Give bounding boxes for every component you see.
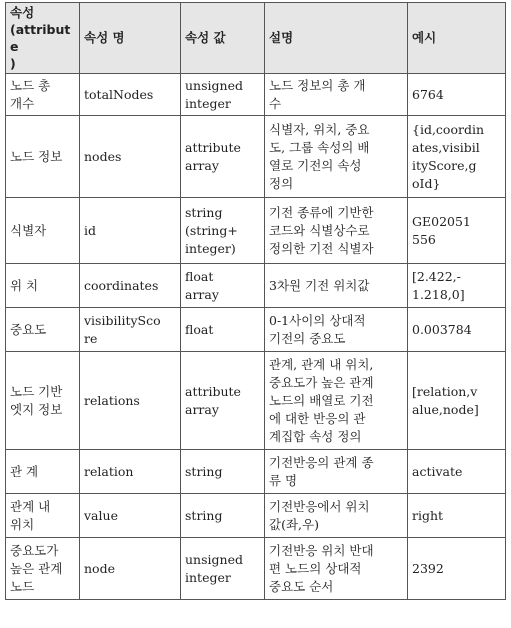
cell-attribute-value: float <box>181 308 265 352</box>
cell-attribute: 위 치 <box>6 264 80 308</box>
cell-attribute: 중요도 <box>6 308 80 352</box>
cell-attribute: 중요도가 높은 관계 노드 <box>6 538 80 600</box>
table-row <box>6 450 506 494</box>
table-row <box>6 352 506 450</box>
table-row <box>6 308 506 352</box>
cell-example: GE02051 556 <box>408 198 506 264</box>
cell-attribute-name: coordinates <box>80 264 181 308</box>
header-attribute: 속성 (attribute ) <box>6 3 80 74</box>
cell-description: 3차원 기전 위치값 <box>265 264 408 308</box>
header-attribute-name: 속성 명 <box>80 3 181 74</box>
cell-description: 기전 종류에 기반한 코드와 식별상수로 정의한 기전 식별자 <box>265 198 408 264</box>
cell-example: [relation,v alue,node] <box>408 352 506 450</box>
cell-attribute: 관계 내 위치 <box>6 494 80 538</box>
cell-example: 2392 <box>408 538 506 600</box>
cell-attribute-value: attribute array <box>181 352 265 450</box>
attribute-table-container <box>5 2 506 600</box>
cell-attribute-name: totalNodes <box>80 74 181 116</box>
cell-attribute: 노드 기반 엣지 정보 <box>6 352 80 450</box>
cell-attribute-name: value <box>80 494 181 538</box>
cell-attribute-name: nodes <box>80 116 181 198</box>
cell-attribute-value: attribute array <box>181 116 265 198</box>
cell-attribute: 노드 정보 <box>6 116 80 198</box>
cell-description: 기전반응의 관계 종 류 명 <box>265 450 408 494</box>
cell-example: {id,coordin ates,visibil ityScore,g oId} <box>408 116 506 198</box>
cell-attribute-value: unsigned integer <box>181 538 265 600</box>
cell-attribute: 식별자 <box>6 198 80 264</box>
table-row <box>6 538 506 600</box>
table-row <box>6 264 506 308</box>
cell-attribute-value: unsigned integer <box>181 74 265 116</box>
cell-attribute: 관 계 <box>6 450 80 494</box>
cell-example: 6764 <box>408 74 506 116</box>
cell-attribute-name: id <box>80 198 181 264</box>
cell-example: right <box>408 494 506 538</box>
attribute-table <box>5 2 506 600</box>
cell-description: 0-1사이의 상대적 기전의 중요도 <box>265 308 408 352</box>
cell-description: 식별자, 위치, 중요 도, 그룹 속성의 배 열로 기전의 속성 정의 <box>265 116 408 198</box>
header-example: 예시 <box>408 3 506 74</box>
table-row <box>6 494 506 538</box>
table-row <box>6 116 506 198</box>
cell-description: 기전반응 위치 반대 편 노드의 상대적 중요도 순서 <box>265 538 408 600</box>
cell-description: 관계, 관계 내 위치, 중요도가 높은 관계 노드의 배열로 기전 에 대한 반응의 관 계집합 속성 정의 <box>265 352 408 450</box>
cell-example: 0.003784 <box>408 308 506 352</box>
cell-attribute-name: relations <box>80 352 181 450</box>
cell-attribute-value: string <box>181 494 265 538</box>
header-description: 설명 <box>265 3 408 74</box>
cell-example: [2.422,- 1.218,0] <box>408 264 506 308</box>
cell-attribute-name: node <box>80 538 181 600</box>
cell-attribute-name: visibilitySco re <box>80 308 181 352</box>
cell-description: 기전반응에서 위치 값(좌,우) <box>265 494 408 538</box>
cell-description: 노드 정보의 총 개 수 <box>265 74 408 116</box>
cell-example: activate <box>408 450 506 494</box>
header-row <box>6 3 506 74</box>
header-attribute-value: 속성 값 <box>181 3 265 74</box>
table-row <box>6 198 506 264</box>
cell-attribute-value: string <box>181 450 265 494</box>
cell-attribute-name: relation <box>80 450 181 494</box>
table-row <box>6 74 506 116</box>
cell-attribute-value: string (string+ integer) <box>181 198 265 264</box>
cell-attribute-value: float array <box>181 264 265 308</box>
cell-attribute: 노드 총 개수 <box>6 74 80 116</box>
